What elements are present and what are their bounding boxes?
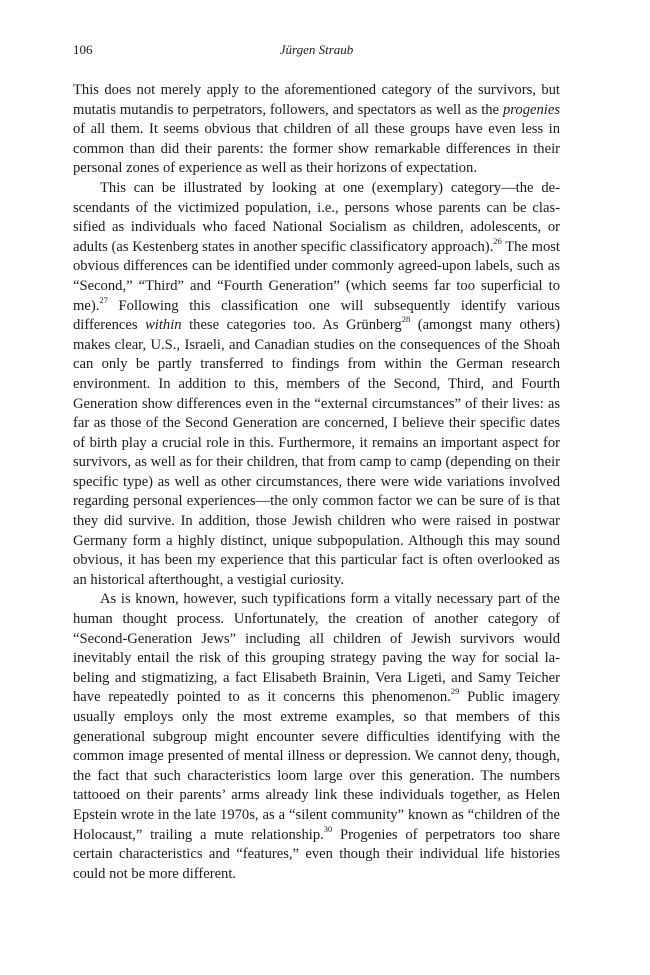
footnote-marker: 30: [323, 823, 333, 834]
paragraph: [73, 179, 560, 590]
text-run: Public imagery usually employs only the most extreme examples, so that members of this generational subgroup might encounter severe difficulties identifying with the common image presented of mental illness or depression. We cannot deny, though, the fact that such characteristics loom large over this generation. The numbers tattooed on their parents’ arms already link these individuals together, as Helen Epstein wrote in the late 1970s, as a “silent community” known as “children of the Holocaust,” trailing a mute relationship.: [73, 689, 560, 843]
text-run: these categories too. As Grünberg: [181, 317, 402, 334]
text-run: Following this classification one will subsequently identify various differences: [73, 297, 560, 334]
paragraph: [73, 590, 560, 884]
page-header: [73, 42, 560, 62]
body-text: [73, 81, 560, 884]
text-run: This does not merely apply to the aforementioned category of the survivors, but mutatis mutandis to perpetrators, followers, and spectators as well as the: [73, 82, 560, 118]
page-number: 106: [73, 42, 93, 57]
text-run: As is known, however, such typifications form a vitally necessary part of the human thought process. Unfortunately, the creation of another category of “Second-Generation Jews” including all children of Jewish survivors would inevitably entail the risk of this grouping strategy paving the way for social labeling and stigmatizing, a fact Elisabeth Brainin, Vera Ligeti, and Samy Teicher have repeatedly pointed to as it concerns this phenomenon.: [73, 591, 560, 706]
running-head-author: Jürgen Straub: [279, 42, 354, 57]
footnote-marker: 26: [493, 235, 502, 246]
italic-text: progenies: [502, 101, 560, 118]
text-run: of all them. It seems obvious that children of all these groups have even less in common than did their parents: the former show remarkable differences in their personal zones of experience as well as their horizons of expectation.: [73, 121, 560, 177]
text-run: Progenies of perpetrators too share certain characteristics and “features,” even though their individual life histories could not be more different.: [73, 826, 560, 882]
footnote-marker: 27: [99, 294, 108, 305]
footnote-marker: 29: [450, 686, 460, 697]
text-run: (amongst many others) makes clear, U.S., Israeli, and Canadian studies on the consequences of the Shoah can only be partly transferred to findings from within the German research environment. In addition to this, members of the Second, Third, and Fourth Generation show differences even in the “external circumstances” of their lives: as far as those of the Second Generation are concerned, I believe their specific dates of birth play a crucial role in this. Furthermore, it remains an important aspect for survivors, as well as for their children, that from camp to camp (depending on their specific type) as well as other circumstances, there were wide variations involved regarding personal experiences—the only common factor we can be sure of is that they did survive. In addition, those Jewish children who were raised in postwar Germany form a highly distinct, unique subpopulation. Although this may sound obvious, it has been my experience that this particular fact is often overlooked as an historical afterthought, a vestigial curiosity.: [73, 317, 561, 588]
book-page: [73, 42, 560, 884]
italic-text: within: [145, 317, 182, 334]
footnote-marker: 28: [401, 314, 411, 325]
text-run: This can be illustrated by looking at one (exemplary) category—the descendants of the victimized population, i.e., persons whose parents can be classified as individuals who faced National Socialism as children, adolescents, or adults (as Kestenberg states in another specific classificatory approach).: [73, 179, 560, 255]
text-run: The most obvious differences can be identified under commonly agreed-upon labels, such as “Second,” “Third” and “Fourth Generation” (which seems far too superficial to me).: [73, 238, 560, 314]
paragraph: [73, 81, 560, 179]
